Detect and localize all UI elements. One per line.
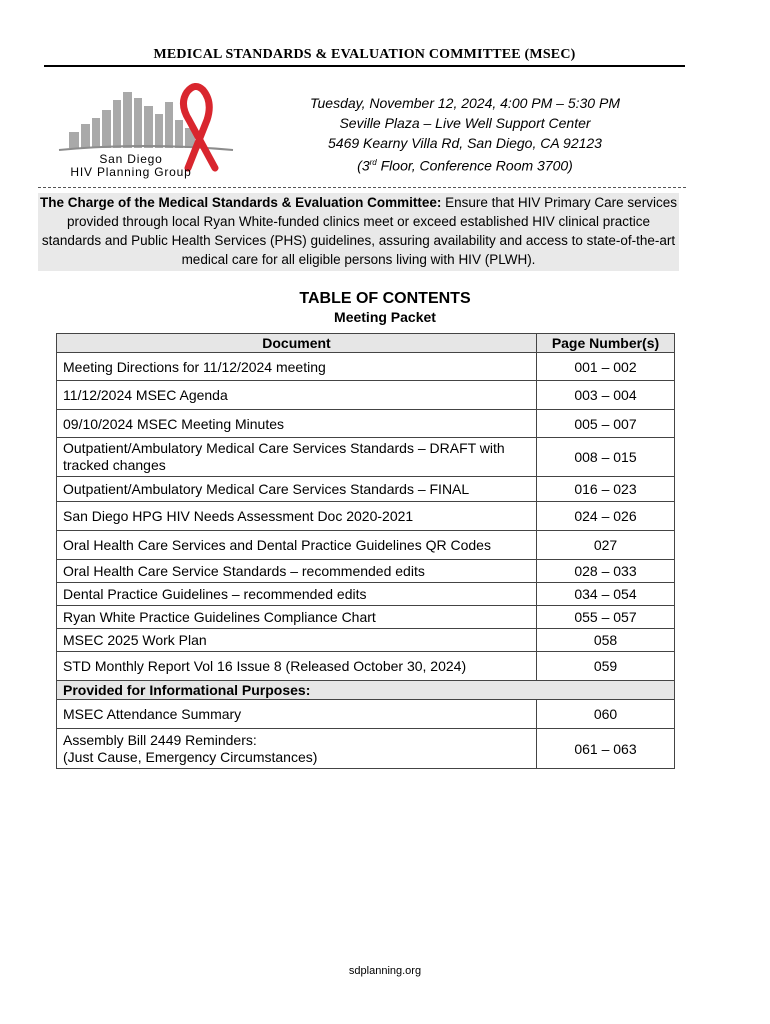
row-pages: 058	[537, 629, 675, 652]
row-pages: 059	[537, 652, 675, 681]
hpg-logo	[55, 80, 245, 180]
table-row	[57, 652, 675, 681]
table-row	[57, 583, 675, 606]
table-row	[57, 729, 675, 769]
row-pages: 034 – 054	[537, 583, 675, 606]
logo-line-2: HIV Planning Group	[70, 165, 192, 179]
row-document: Outpatient/Ambulatory Medical Care Services Standards – DRAFT with tracked changes	[57, 438, 537, 477]
room-prefix: (3	[357, 157, 370, 174]
table-row	[57, 606, 675, 629]
meeting-address: 5469 Kearny Villa Rd, San Diego, CA 92123	[328, 135, 602, 151]
row-document: Oral Health Care Service Standards – recommended edits	[57, 560, 537, 583]
row-document-line-1: Assembly Bill 2449 Reminders:	[63, 731, 257, 748]
row-document: MSEC 2025 Work Plan	[57, 629, 537, 652]
row-document	[57, 729, 537, 769]
row-pages: 005 – 007	[537, 410, 675, 438]
info-section-label: Provided for Informational Purposes:	[57, 681, 675, 700]
row-pages: 024 – 026	[537, 502, 675, 531]
row-pages: 061 – 063	[537, 729, 675, 769]
row-document: San Diego HPG HIV Needs Assessment Doc 2020-2021	[57, 502, 537, 531]
row-pages: 008 – 015	[537, 438, 675, 477]
table-row	[57, 438, 675, 477]
row-document: Meeting Directions for 11/12/2024 meeting	[57, 353, 537, 381]
row-pages: 016 – 023	[537, 477, 675, 502]
table-row	[57, 531, 675, 560]
meeting-details	[250, 93, 680, 176]
toc-subtitle: Meeting Packet	[334, 309, 436, 325]
table-row	[57, 353, 675, 381]
row-document: Outpatient/Ambulatory Medical Care Services Standards – FINAL	[57, 477, 537, 502]
meeting-datetime: Tuesday, November 12, 2024, 4:00 PM – 5:30 PM	[310, 95, 620, 111]
info-section-row	[57, 681, 675, 700]
room-superscript: rd	[369, 158, 377, 167]
room-suffix: Floor, Conference Room 3700)	[376, 157, 573, 174]
row-document: STD Monthly Report Vol 16 Issue 8 (Released October 30, 2024)	[57, 652, 537, 681]
row-document-line-2: (Just Cause, Emergency Circumstances)	[63, 748, 318, 765]
table-row	[57, 700, 675, 729]
logo-line-1: San Diego	[99, 152, 163, 166]
row-pages: 060	[537, 700, 675, 729]
table-row	[57, 629, 675, 652]
row-document: Dental Practice Guidelines – recommended edits	[57, 583, 537, 606]
row-pages: 028 – 033	[537, 560, 675, 583]
table-row	[57, 477, 675, 502]
row-document: Ryan White Practice Guidelines Compliance Chart	[57, 606, 537, 629]
toc-header-row	[57, 334, 675, 353]
row-pages: 027	[537, 531, 675, 560]
col-document: Document	[57, 334, 537, 353]
meeting-venue: Seville Plaza – Live Well Support Center	[339, 115, 591, 131]
table-row	[57, 560, 675, 583]
committee-title: MEDICAL STANDARDS & EVALUATION COMMITTEE (MSEC)	[153, 47, 576, 62]
toc-table	[56, 333, 675, 769]
table-row	[57, 410, 675, 438]
footer-website: sdplanning.org	[348, 965, 422, 977]
table-row	[57, 381, 675, 410]
committee-charge	[38, 193, 679, 271]
charge-text: Ensure that HIV Primary Care services provided through local Ryan White-funded clinics meet or exceed established HIV clinical practice standards and Public Health Services (PHS) guidelines, assuring availability and access to state-of-the-art medical care for all eligible persons living with HIV (PLWH).	[41, 195, 677, 267]
toc-title: TABLE OF CONTENTS	[299, 290, 471, 307]
row-pages: 001 – 002	[537, 353, 675, 381]
meeting-room	[250, 153, 680, 176]
charge-divider	[38, 187, 686, 188]
header-divider	[44, 65, 685, 67]
charge-label: The Charge of the Medical Standards & Evaluation Committee:	[40, 195, 442, 210]
col-pages: Page Number(s)	[537, 334, 675, 353]
row-pages: 003 – 004	[537, 381, 675, 410]
row-pages: 055 – 057	[537, 606, 675, 629]
row-document: 11/12/2024 MSEC Agenda	[57, 381, 537, 410]
row-document: 09/10/2024 MSEC Meeting Minutes	[57, 410, 537, 438]
row-document: Oral Health Care Services and Dental Practice Guidelines QR Codes	[57, 531, 537, 560]
table-row	[57, 502, 675, 531]
row-document: MSEC Attendance Summary	[57, 700, 537, 729]
